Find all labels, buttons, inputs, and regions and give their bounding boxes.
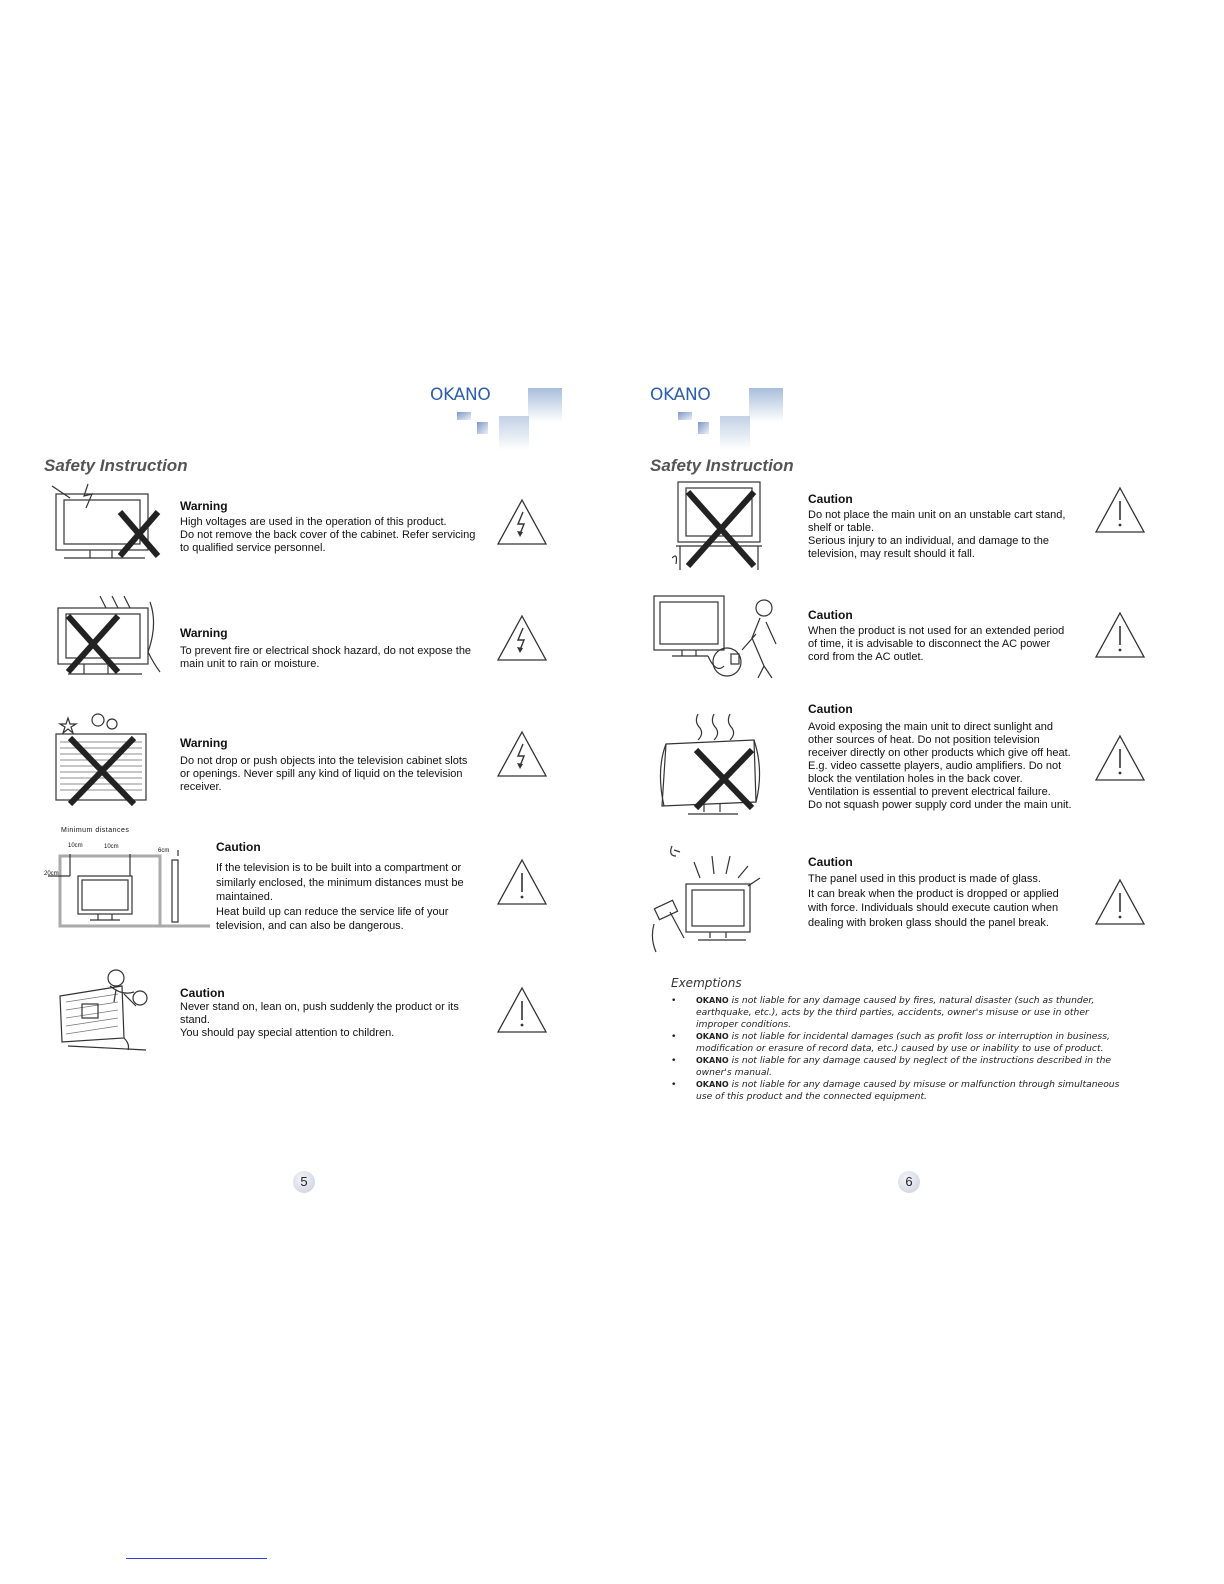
broken-glass-illustration [650, 842, 780, 960]
exemptions-section [671, 995, 1151, 1103]
page-heading: Safety Instruction [650, 456, 794, 475]
block-title: Warning [180, 736, 228, 750]
block-body: Do not place the main unit on an unstable cart stand, shelf or table. Serious injury to an individual, and damage to the television, may result should it fall. [808, 509, 1066, 560]
lightning-triangle-icon [496, 730, 548, 778]
child-climbing-tv-illustration [54, 966, 164, 1056]
block-title: Warning [180, 626, 228, 640]
tv-objects-illustration [48, 712, 158, 808]
list-item: • OKANO is not liable for incidental damages (such as profit loss or interruption in business, modification or erasure of record data, etc.) caused by use or inability to use of product. [671, 1031, 1110, 1054]
header-decoration [676, 386, 786, 452]
distance-label: 20cm [44, 871, 59, 877]
unplug-power-illustration [652, 594, 787, 682]
brand-logo: OKANO [650, 385, 711, 405]
footer-rule [126, 1558, 267, 1559]
block-title: Caution [180, 986, 225, 1000]
block-body: Never stand on, lean on, push suddenly the product or its stand. You should pay special attention to children. [180, 1001, 459, 1039]
tv-rain-illustration [50, 594, 165, 684]
exemptions-title: Exemptions [671, 976, 742, 990]
block-body: Do not drop or push objects into the television cabinet slots or openings. Never spill any kind of liquid on the television receiver. [180, 755, 468, 793]
distance-label: 10cm [68, 843, 83, 849]
page-number: 5 [293, 1171, 315, 1193]
lightning-triangle-icon [496, 498, 548, 546]
block-title: Caution [808, 492, 853, 506]
list-item: • OKANO is not liable for any damage caused by misuse or malfunction through simultaneous use of this product and the connected equipment. [671, 1079, 1120, 1102]
unstable-stand-illustration [672, 478, 777, 574]
block-title: Caution [808, 855, 853, 869]
exclamation-triangle-icon [1094, 486, 1146, 534]
minimum-distances-diagram [40, 838, 210, 930]
list-item: • OKANO is not liable for any damage caused by fires, natural disaster (such as thunder, earthquake, etc.), acts by the third parties, accidents, owner's misuse or use in other improper conditions. [671, 995, 1095, 1030]
list-item: • OKANO is not liable for any damage caused by neglect of the instructions described in the owner's manual. [671, 1055, 1112, 1078]
exclamation-triangle-icon [496, 858, 548, 906]
exclamation-triangle-icon [1094, 611, 1146, 659]
page-heading: Safety Instruction [44, 456, 188, 475]
block-body: The panel used in this product is made of glass. It can break when the product is dropped or applied with force. Individuals should execute caution when dealing with broken glass should the panel break. [808, 873, 1059, 929]
exemptions-list [671, 995, 1151, 1103]
header-decoration [455, 386, 565, 452]
heat-sunlight-illustration [654, 710, 769, 822]
lightning-triangle-icon [496, 614, 548, 662]
block-title: Caution [808, 608, 853, 622]
tv-back-cover-illustration [50, 482, 165, 564]
distance-label: 10cm [104, 844, 119, 850]
block-body: To prevent fire or electrical shock hazard, do not expose the main unit to rain or moisture. [180, 645, 472, 670]
exclamation-triangle-icon [1094, 734, 1146, 782]
brand-logo: OKANO [430, 385, 491, 405]
block-title: Warning [180, 499, 228, 513]
block-title: Caution [216, 840, 261, 854]
distance-label: 6cm [158, 848, 170, 854]
page-number: 6 [898, 1171, 920, 1193]
exclamation-triangle-icon [496, 986, 548, 1034]
block-body: High voltages are used in the operation of this product. Do not remove the back cover of the cabinet. Refer servicing to qualified service personnel. [180, 516, 476, 554]
block-body: Avoid exposing the main unit to direct sunlight and other sources of heat. Do not position television receiver directly on other products which give off heat. E.g. video cassette players, audio amplifiers. Do not block the ventilation holes in the back cover. Ventilation is essential to prevent electrical failure. Do not squash power supply cord under the main unit. [808, 721, 1072, 811]
block-title: Caution [808, 702, 853, 716]
block-body: When the product is not used for an extended period of time, it is advisable to disconnect the AC power cord from the AC outlet. [808, 625, 1065, 663]
block-body: If the television is to be built into a compartment or similarly enclosed, the minimum distances must be maintained. Heat build up can reduce the service life of your television, and can also be dangerous. [216, 862, 464, 933]
exclamation-triangle-icon [1094, 878, 1146, 926]
distances-title: Minimum distances [61, 827, 130, 834]
